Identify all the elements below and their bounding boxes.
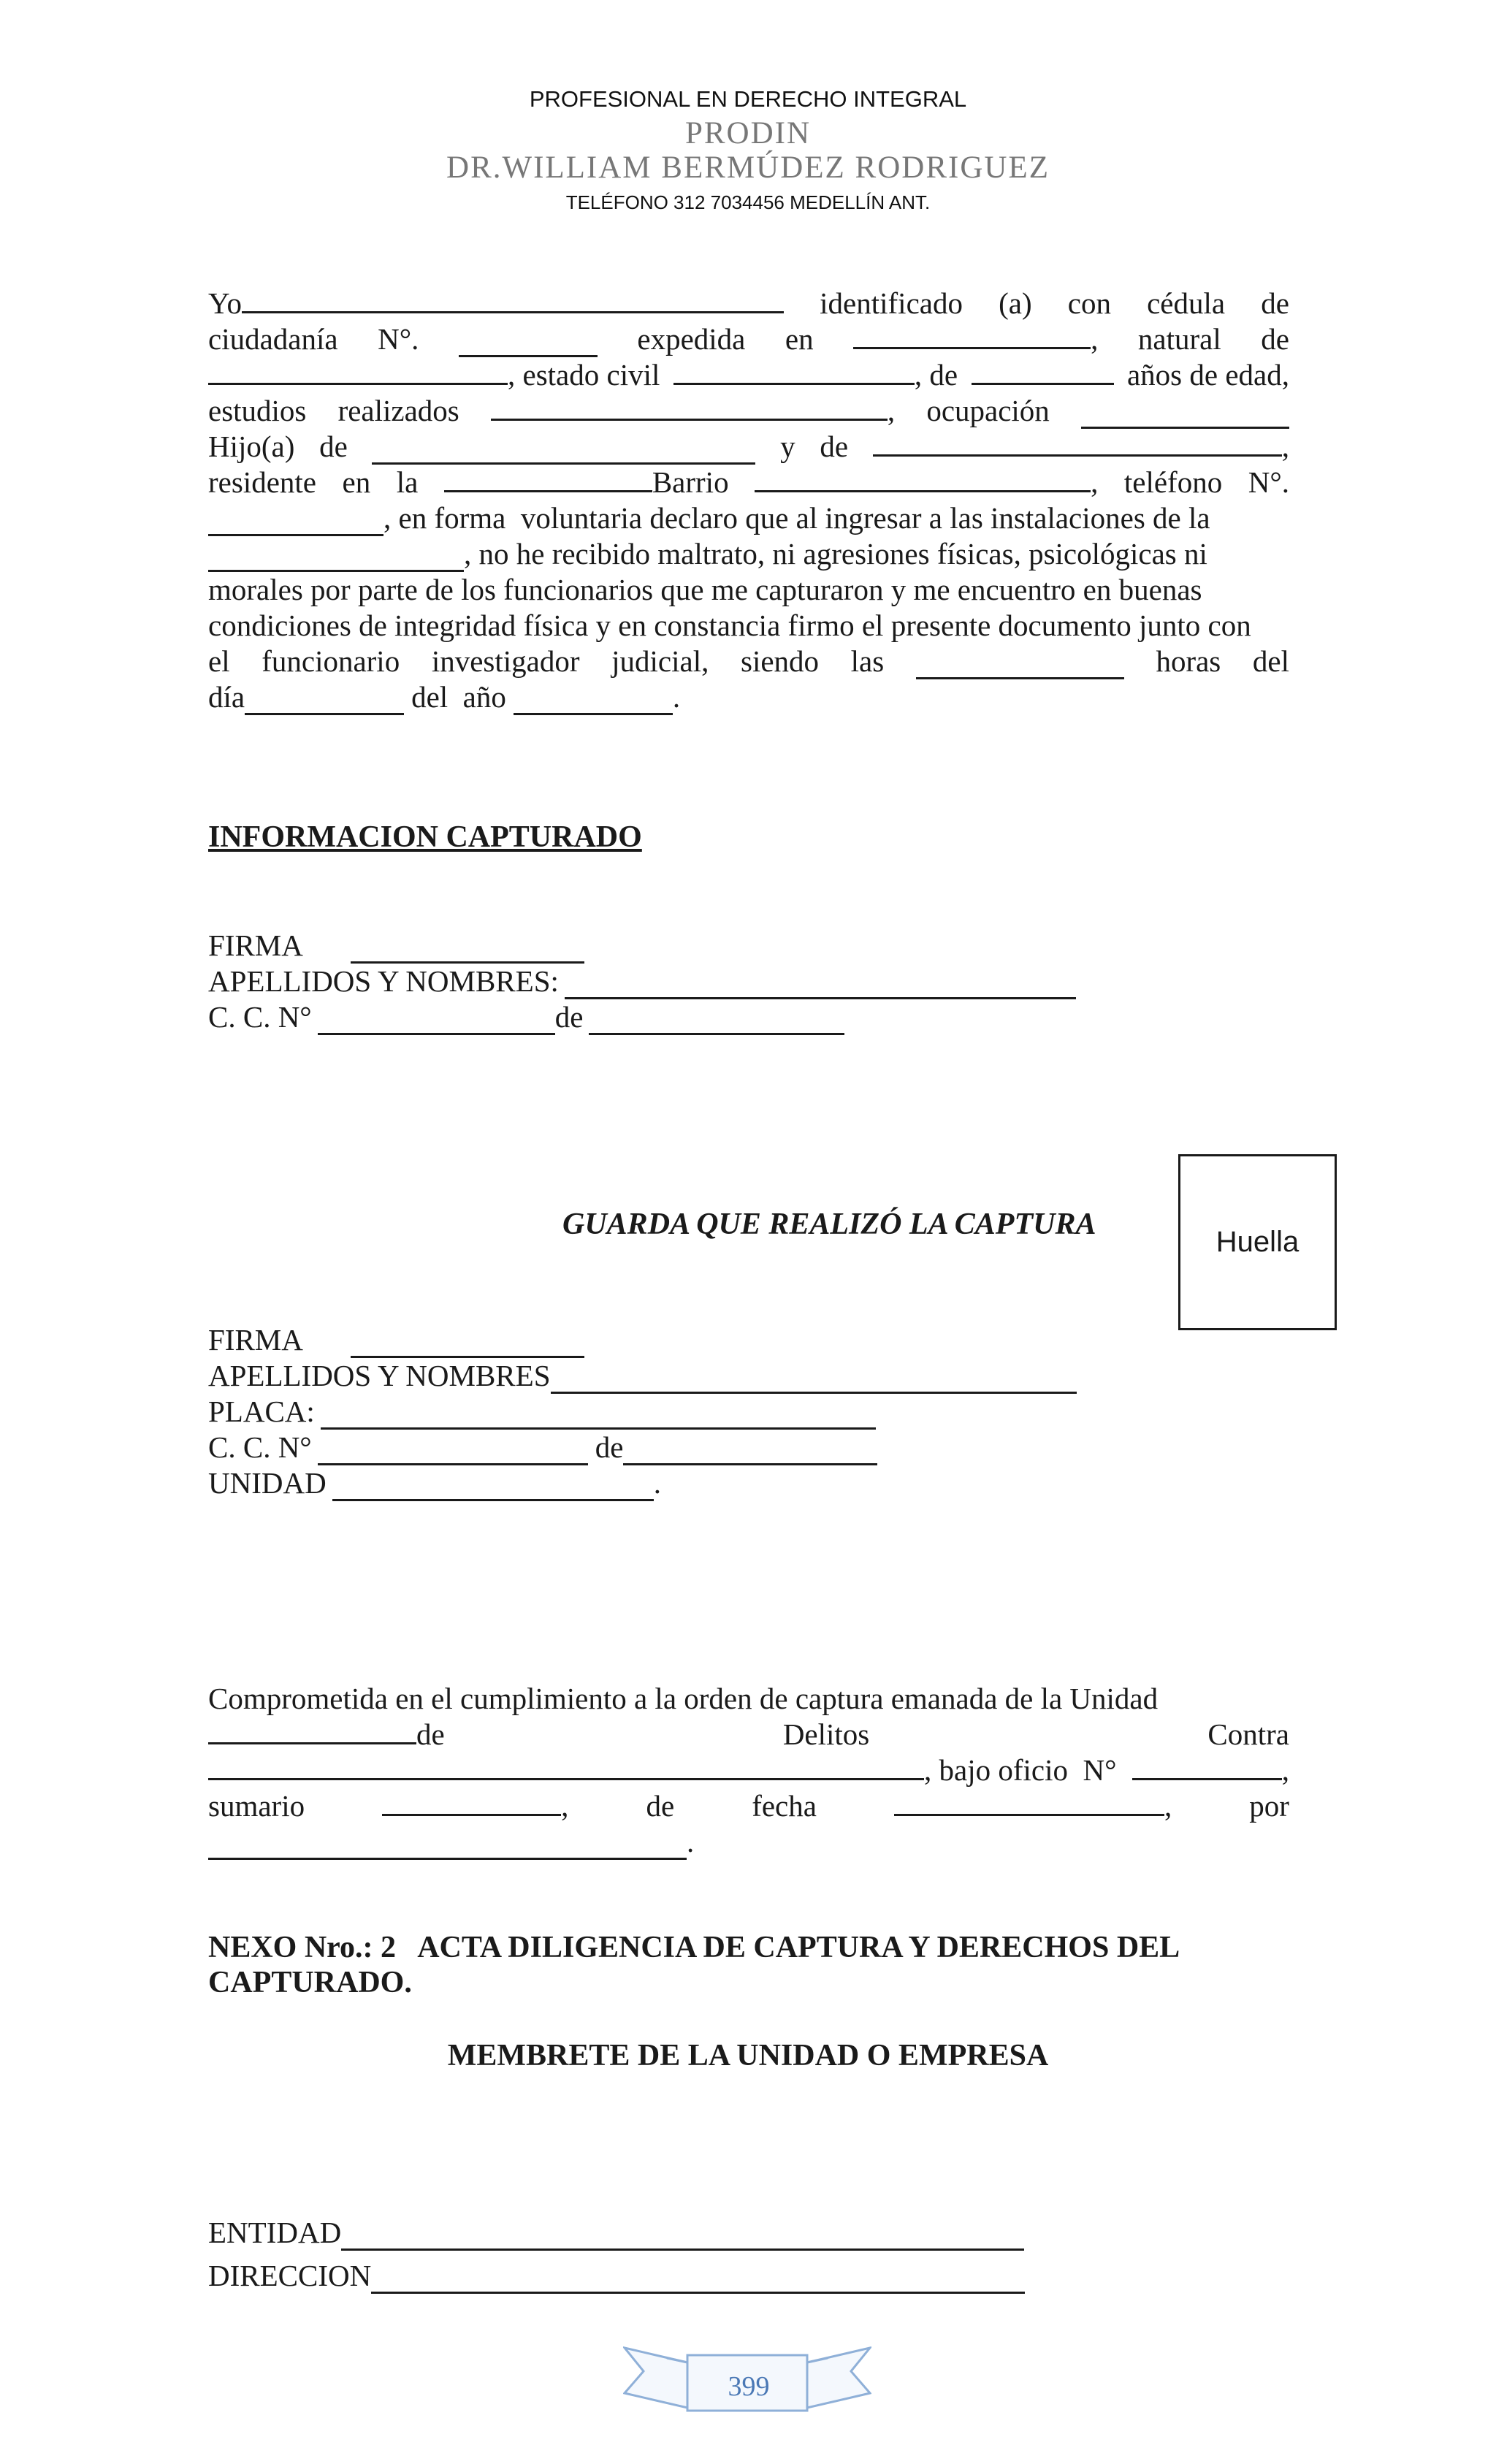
page-number: 399	[728, 2371, 770, 2402]
entity-field[interactable]	[341, 2222, 1024, 2251]
facility-blank[interactable]	[208, 543, 464, 572]
day-blank[interactable]	[245, 687, 404, 715]
occupation-blank[interactable]	[1081, 400, 1289, 429]
fingerprint-label: Huella	[1216, 1226, 1300, 1258]
annex-title-line-1: NEXO Nro.: 2 ACTA DILIGENCIA DE CAPTURA Y DERECHOS DEL	[208, 1931, 1180, 1964]
mother-blank[interactable]	[873, 428, 1282, 457]
captured-id-field[interactable]	[318, 1007, 555, 1035]
by-blank[interactable]	[208, 1831, 687, 1860]
guard-plate-row: PLACA:	[208, 1394, 876, 1430]
crimes-against-blank[interactable]	[208, 1752, 924, 1780]
address-row: DIRECCION	[208, 2258, 1025, 2294]
captured-signature-row: FIRMA	[208, 928, 584, 964]
captured-name-field[interactable]	[565, 971, 1076, 999]
declaration-line-2: ciudadanía N°. expedida en , natural de	[208, 322, 1289, 356]
declaration-line-5: Hijo(a) de y de ,	[208, 430, 1289, 463]
guard-name-field[interactable]	[551, 1365, 1077, 1394]
commitment-line-5: .	[208, 1823, 1289, 1860]
captured-name-row: APELLIDOS Y NOMBRES:	[208, 964, 1076, 999]
header-phone-city: TELÉFONO 312 7034456 MEDELLÍN ANT.	[565, 191, 931, 213]
office-number-blank[interactable]	[1132, 1752, 1282, 1780]
annex-subtitle: MEMBRETE DE LA UNIDAD O EMPRESA	[447, 2039, 1049, 2072]
header-firm-name: PROFESIONAL EN DERECHO INTEGRAL	[529, 86, 967, 112]
declaration-line-3: , estado civil , de años de edad,	[208, 356, 1289, 393]
declaration-line-1: Yo identificado (a) con cédula de	[208, 286, 1289, 320]
unit-blank[interactable]	[208, 1716, 416, 1744]
header-acronym: PRODIN	[684, 116, 812, 150]
captured-section-title: INFORMACION CAPTURADO	[208, 820, 642, 854]
year-blank[interactable]	[514, 687, 673, 715]
id-number-blank[interactable]	[459, 329, 598, 357]
entity-row: ENTIDAD	[208, 2215, 1024, 2251]
declaration-line-7: , en forma voluntaria declaro que al ingresar a las instalaciones de la	[208, 500, 1289, 536]
guard-name-row: APELLIDOS Y NOMBRES	[208, 1358, 1077, 1394]
declaration-line-8: , no he recibido maltrato, ni agresiones físicas, psicológicas ni	[208, 535, 1289, 572]
captured-id-row: C. C. N° de	[208, 999, 844, 1035]
name-blank[interactable]	[242, 285, 784, 313]
declaration-line-11: el funcionario investigador judicial, siendo las horas del	[208, 644, 1289, 678]
father-blank[interactable]	[372, 436, 755, 465]
commitment-line-1: Comprometida en el cumplimiento a la orden de captura emanada de la Unidad	[208, 1682, 1159, 1715]
issued-in-blank[interactable]	[853, 321, 1091, 349]
declaration-line-6: residente en la Barrio , teléfono N°.	[208, 465, 1289, 499]
header-attorney-name: DR.WILLIAM BERMÚDEZ RODRIGUEZ	[446, 150, 1050, 185]
captured-signature-field[interactable]	[351, 935, 584, 964]
guard-section-title: GUARDA QUE REALIZÓ LA CAPTURA	[562, 1208, 1096, 1241]
neighborhood-blank[interactable]	[755, 464, 1091, 492]
fingerprint-box[interactable]	[1178, 1154, 1337, 1330]
summary-blank[interactable]	[382, 1788, 561, 1816]
commitment-line-4: sumario , de fecha , por	[208, 1789, 1289, 1823]
guard-signature-field[interactable]	[351, 1330, 584, 1358]
guard-unit-field[interactable]	[332, 1473, 654, 1501]
residence-blank[interactable]	[444, 464, 652, 492]
address-field[interactable]	[371, 2265, 1025, 2294]
declaration-line-4: estudios realizados , ocupación	[208, 392, 1289, 429]
commitment-line-2: de Delitos Contra	[208, 1716, 1289, 1752]
declaration-line-10: condiciones de integridad física y en constancia firmo el presente documento junto con	[208, 609, 1251, 642]
date-blank[interactable]	[894, 1788, 1164, 1816]
hour-blank[interactable]	[916, 651, 1124, 679]
guard-plate-field[interactable]	[321, 1401, 876, 1430]
captured-id-issued-field[interactable]	[589, 1007, 844, 1035]
guard-id-row: C. C. N° de	[208, 1430, 877, 1465]
commitment-line-3: , bajo oficio N° ,	[208, 1752, 1289, 1788]
civil-status-blank[interactable]	[673, 356, 915, 385]
declaration-line-12: día del año .	[208, 680, 681, 714]
declaration-line-9: morales por parte de los funcionarios que me capturaron y me encuentro en buenas	[208, 573, 1202, 606]
guard-signature-row: FIRMA	[208, 1322, 584, 1358]
guard-id-field[interactable]	[318, 1437, 588, 1465]
guard-unit-row: UNIDAD .	[208, 1466, 661, 1500]
studies-blank[interactable]	[491, 392, 888, 421]
annex-title-line-2: CAPTURADO.	[208, 1966, 412, 1999]
phone-blank[interactable]	[208, 508, 383, 536]
age-blank[interactable]	[972, 356, 1114, 385]
native-of-blank[interactable]	[208, 356, 508, 385]
guard-id-issued-field[interactable]	[623, 1437, 877, 1465]
